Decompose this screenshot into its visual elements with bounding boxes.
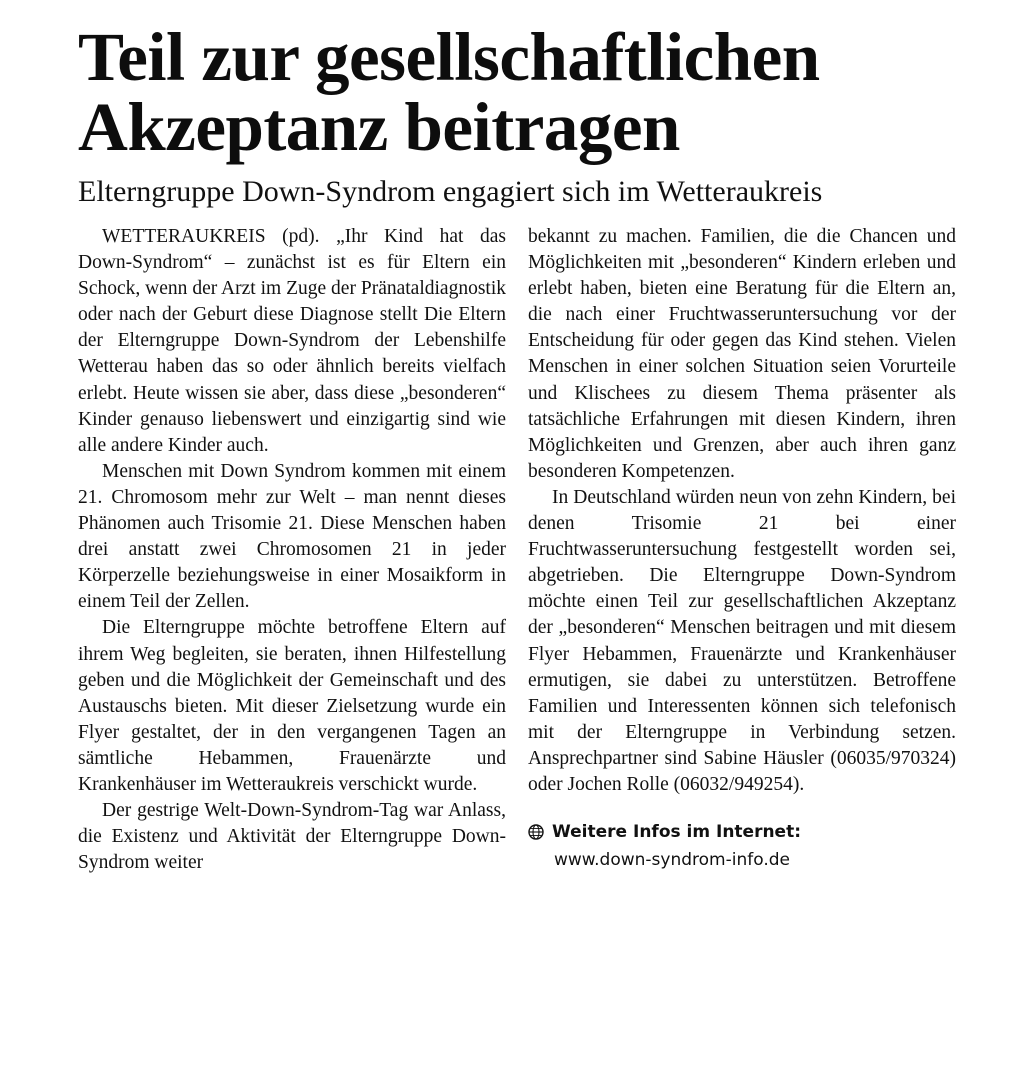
right-column (528, 224, 956, 874)
globe-icon (528, 824, 544, 840)
subheadline: Elterngruppe Down-Syndrom engagiert sich im Wetteraukreis (78, 175, 823, 208)
paragraph-6: In Deutschland würden neun von zehn Kindern, bei denen Trisomie 21 bei einer Fruchtwasseruntersuchung festgestellt worden sei, abgetrieben. Die Elterngruppe Down-Syndrom möchte einen Teil zur gesellschaftlichen Akzeptanz der „besonderen“ Menschen beitragen und mit diesem Flyer Hebammen, Frauenärzte und Krankenhäuser ermutigen, sie dabei zu unterstützen. Betroffene Familien und Interessenten können sich telefonisch mit der Elterngruppe in Verbindung setzen. Ansprechpartner sind Sabine Häusler (06035/970324) oder Jochen Rolle (06032/949254). (528, 486, 956, 795)
paragraph-1: WETTERAUKREIS (pd). „Ihr Kind hat das Down-Syndrom“ – zunächst ist es für Eltern ein Schock, wenn der Arzt im Zuge der Pränataldiagnostik oder nach der Geburt diese Diagnose stellt Die Eltern der Elterngruppe Down-Syndrom der Lebenshilfe Wetterau haben das so oder ähnlich bereits vielfach erlebt. Heute wissen sie aber, dass diese „besonderen“ Kinder genauso liebenswert und einzigartig sind wie alle andere Kinder auch. (78, 226, 506, 456)
info-label-line (528, 818, 956, 846)
paragraph-4: Der gestrige Welt-Down-Syndrom-Tag war Anlass, die Existenz und Aktivität der Elterngruppe Down-Syndrom weiter (78, 800, 506, 874)
paragraph-2: Menschen mit Down Syndrom kommen mit einem 21. Chromosom mehr zur Welt – man nennt dieses Phänomen auch Trisomie 21. Diese Menschen haben drei anstatt zwei Chromosomen 21 in jeder Körperzelle beziehungsweise in einer Mosaikform in einem Teil der Zellen. (78, 460, 506, 613)
headline (78, 19, 978, 165)
paragraph-5: bekannt zu machen. Familien, die die Chancen und Möglichkeiten mit „besonderen“ Kindern erleben und erlebt haben, bieten eine Beratung für die Eltern an, die nach einer Fruchtwasseruntersuchung vor der Entscheidung für oder gegen das Kind stehen. Vielen Menschen in einer solchen Situation seien Vorurteile und Klischees zu diesem Thema präsenter als tatsächliche Erfahrungen mit diesen Kindern, ihren Möglichkeiten und Grenzen, aber auch ihren ganz besonderen Kompetenzen. (528, 226, 956, 482)
paragraph-3: Die Elterngruppe möchte betroffene Eltern auf ihrem Weg begleiten, sie beraten, ihnen Hilfestellung geben und die Möglichkeit der Gemeinschaft und des Austauschs bieten. Mit dieser Zielsetzung wurde ein Flyer gestaltet, der in den vergangenen Tagen an sämtliche Hebammen, Frauenärzte und Krankenhäuser im Wetteraukreis verschickt wurde. (78, 617, 506, 795)
info-box (528, 818, 956, 874)
info-label: Weitere Infos im Internet: (552, 822, 802, 843)
headline-line-2: Akzeptanz beitragen (78, 89, 680, 165)
info-url[interactable]: www.down-syndrom-info.de (554, 850, 790, 871)
headline-line-1: Teil zur gesellschaftlichen (78, 19, 820, 95)
left-column (78, 224, 506, 876)
